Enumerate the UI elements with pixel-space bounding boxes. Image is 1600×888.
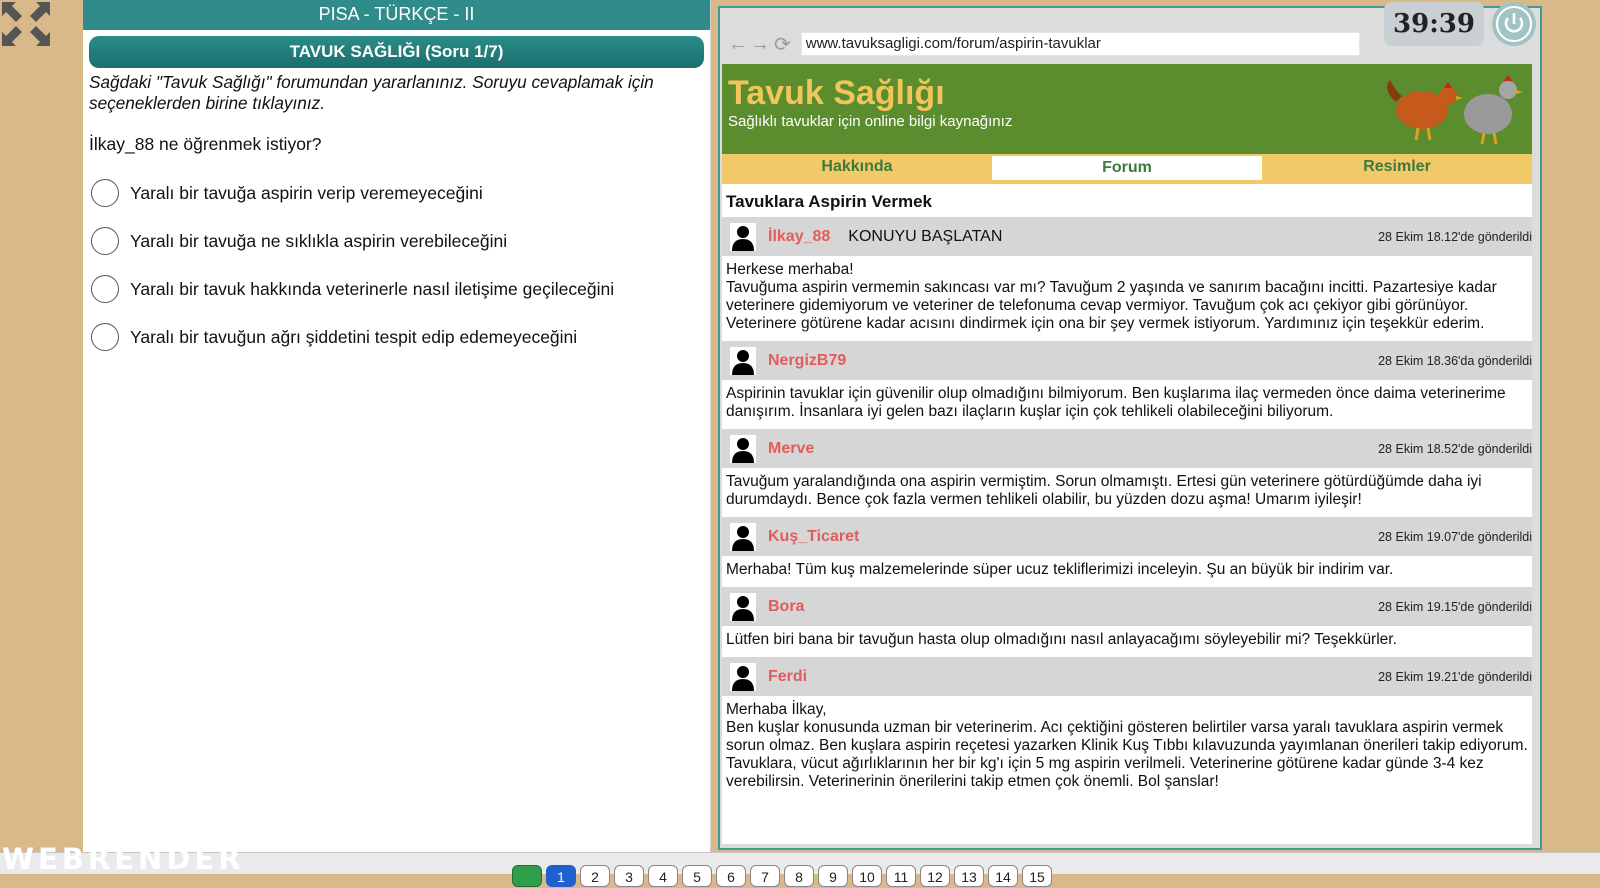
post-header bbox=[722, 657, 1532, 696]
radio-button[interactable] bbox=[91, 179, 119, 207]
post-header bbox=[722, 217, 1532, 256]
post-username: Ferdi bbox=[768, 667, 808, 685]
topic-title: Tavuklara Aspirin Vermek bbox=[726, 192, 932, 211]
radio-button[interactable] bbox=[91, 227, 119, 255]
power-icon bbox=[1492, 2, 1536, 46]
forum-page bbox=[722, 64, 1532, 844]
post-username: Merve bbox=[768, 439, 815, 457]
page-button-13[interactable]: 13 bbox=[954, 865, 984, 887]
page-button-2[interactable]: 2 bbox=[580, 865, 610, 887]
post-date: 28 Ekim 19.21'de gönderildi bbox=[1378, 669, 1532, 684]
user-avatar-icon bbox=[730, 435, 756, 463]
forum-post bbox=[722, 587, 1532, 657]
radio-button[interactable] bbox=[91, 323, 119, 351]
page-button-10[interactable]: 10 bbox=[852, 865, 882, 887]
answer-option-d[interactable] bbox=[83, 313, 710, 361]
user-avatar-icon bbox=[730, 347, 756, 375]
option-label: Yaralı bir tavuğun ağrı şiddetini tespit edip edemeyeceğini bbox=[130, 326, 578, 347]
post-greeting: Herkese merhaba! Tavuğuma aspirin vermemin sakıncası var mı? Tavuğum 2 yaşında ve sanırım bacağını incitti. Pazartesiye kadar veterinere gidemiyorum ve veteriner de telefonuma cevap vermiyor. Tavuğum çok acı çekiyor gibi görünüyor. Veterinere götürene kadar acısını dindirmek için ona bir şey vermek istiyorum. Yardımınız için teşekkür ederim. bbox=[726, 261, 1497, 332]
post-header bbox=[722, 517, 1532, 556]
post-header bbox=[722, 587, 1532, 626]
page-button-9[interactable]: 9 bbox=[818, 865, 848, 887]
post-date: 28 Ekim 19.07'de gönderildi bbox=[1378, 529, 1532, 544]
page-button-14[interactable]: 14 bbox=[988, 865, 1018, 887]
page-button-15[interactable]: 15 bbox=[1022, 865, 1052, 887]
page-button-intro[interactable] bbox=[512, 865, 542, 887]
post-body bbox=[722, 256, 1532, 341]
question-text: İlkay_88 ne öğrenmek istiyor? bbox=[89, 134, 322, 154]
post-header bbox=[722, 429, 1532, 468]
post-body: Aspirinin tavuklar için güvenilir olup olmadığını bilmiyorum. Ben kuşlarıma ilaç vermeden önce daima veterinerime danışırım. İnsanlara iyi gelen bazı ilaçların kuşlar için çok tehlikeli olabileceğini biliyorum. bbox=[726, 385, 1506, 420]
back-icon: ← bbox=[728, 32, 748, 55]
answer-options bbox=[83, 169, 710, 361]
page-button-8[interactable]: 8 bbox=[784, 865, 814, 887]
exam-title: PISA - TÜRKÇE - II bbox=[83, 0, 710, 30]
tab-forum[interactable]: Forum bbox=[992, 156, 1262, 180]
pager-buttons bbox=[512, 865, 1052, 887]
site-tabs bbox=[722, 154, 1532, 184]
chickens-illustration bbox=[1376, 68, 1528, 150]
site-tagline: Sağlıklı tavuklar için online bilgi kaynağınız bbox=[728, 113, 1013, 130]
site-header bbox=[722, 64, 1532, 154]
post-username: Kuş_Ticaret bbox=[768, 527, 860, 545]
page-button-7[interactable]: 7 bbox=[750, 865, 780, 887]
power-button[interactable] bbox=[1492, 2, 1536, 46]
site-name: Tavuk Sağlığı bbox=[728, 74, 945, 112]
tab-pictures[interactable]: Resimler bbox=[1363, 158, 1431, 175]
page-button-12[interactable]: 12 bbox=[920, 865, 950, 887]
page-button-6[interactable]: 6 bbox=[716, 865, 746, 887]
forum-post bbox=[722, 657, 1532, 799]
page-button-11[interactable]: 11 bbox=[886, 865, 916, 887]
question-panel bbox=[83, 0, 711, 852]
watermark: WEBRENDER bbox=[2, 842, 245, 876]
collapse-icon[interactable] bbox=[0, 0, 52, 48]
instruction-text: Sağdaki "Tavuk Sağlığı" forumundan yararlanınız. Soruyu cevaplamak için seçeneklerden birine tıklayınız. bbox=[89, 72, 654, 113]
forum-post bbox=[722, 341, 1532, 429]
post-date: 28 Ekim 18.36'da gönderildi bbox=[1378, 353, 1532, 368]
page-button-4[interactable]: 4 bbox=[648, 865, 678, 887]
forum-post bbox=[722, 217, 1532, 341]
browser-bar bbox=[722, 32, 1360, 56]
forward-icon: → bbox=[750, 32, 770, 55]
user-avatar-icon bbox=[730, 523, 756, 551]
post-username: Bora bbox=[768, 597, 805, 615]
post-date: 28 Ekim 18.12'de gönderildi bbox=[1378, 229, 1532, 244]
post-date: 28 Ekim 19.15'de gönderildi bbox=[1378, 599, 1532, 614]
user-avatar-icon bbox=[730, 663, 756, 691]
stimulus-panel bbox=[718, 6, 1542, 850]
timer: 39:39 bbox=[1384, 2, 1484, 46]
answer-option-a[interactable] bbox=[83, 169, 710, 217]
option-label: Yaralı bir tavuğa aspirin verip veremeyeceğini bbox=[130, 182, 483, 203]
post-body: Merhaba! Tüm kuş malzemelerinde süper ucuz tekliflerimizi inceleyin. Şu an büyük bir indirim var. bbox=[726, 561, 1394, 578]
refresh-icon: ⟳ bbox=[774, 33, 791, 56]
question-title: TAVUK SAĞLIĞI (Soru 1/7) bbox=[89, 36, 704, 68]
tab-about[interactable]: Hakkında bbox=[821, 158, 893, 175]
post-date: 28 Ekim 18.52'de gönderildi bbox=[1378, 441, 1532, 456]
post-role: KONUYU BAŞLATAN bbox=[848, 227, 1003, 245]
page-button-1[interactable]: 1 bbox=[546, 865, 576, 887]
radio-button[interactable] bbox=[91, 275, 119, 303]
option-label: Yaralı bir tavuğa ne sıklıkla aspirin verebileceğini bbox=[130, 230, 508, 251]
answer-option-b[interactable] bbox=[83, 217, 710, 265]
forum-post bbox=[722, 517, 1532, 587]
page-button-5[interactable]: 5 bbox=[682, 865, 712, 887]
post-body: Lütfen biri bana bir tavuğun hasta olup olmadığını nasıl anlayacağımı söyleyebilir mi? Teşekkürler. bbox=[726, 631, 1397, 648]
answer-option-c[interactable] bbox=[83, 265, 710, 313]
post-body: Merhaba İlkay, Ben kuşlar konusunda uzman bir veterinerim. Acı çektiğini gösteren belirtiler varsa yaralı tavuklara aspirin vermek sorun olmaz. Ben kuşlara aspirin reçetesi yazarken Klinik Kuş Tıbbı kılavuzunda yayımlanan önerileri takip ediyorum. Tavuklara, vücut ağırlıklarının her bir kg'ı için 5 mg aspirin verilmeli. Veterinerine götürene kadar günde 3-4 kez verebilirsin. Veterinerinin önerilerini takip etmen çok önemli. Bol şanslar! bbox=[726, 701, 1528, 790]
post-header bbox=[722, 341, 1532, 380]
url-field: www.tavuksagligi.com/forum/aspirin-tavuklar bbox=[801, 32, 1360, 56]
page-button-3[interactable]: 3 bbox=[614, 865, 644, 887]
forum-post bbox=[722, 429, 1532, 517]
user-avatar-icon bbox=[730, 223, 756, 251]
post-body: Tavuğum yaralandığında ona aspirin vermiştim. Sorun olmamıştı. Ertesi gün veterinere götürdüğümde daha iyi durumdaydı. Bence çok fazla vermen tehlikeli olabilir, bu yüzden dozu aşma! Umarım iyileşir! bbox=[726, 473, 1482, 508]
user-avatar-icon bbox=[730, 593, 756, 621]
option-label: Yaralı bir tavuk hakkında veterinerle nasıl iletişime geçileceğini bbox=[130, 278, 615, 299]
post-username: İlkay_88 bbox=[768, 227, 831, 245]
post-username: NergizB79 bbox=[768, 351, 847, 369]
